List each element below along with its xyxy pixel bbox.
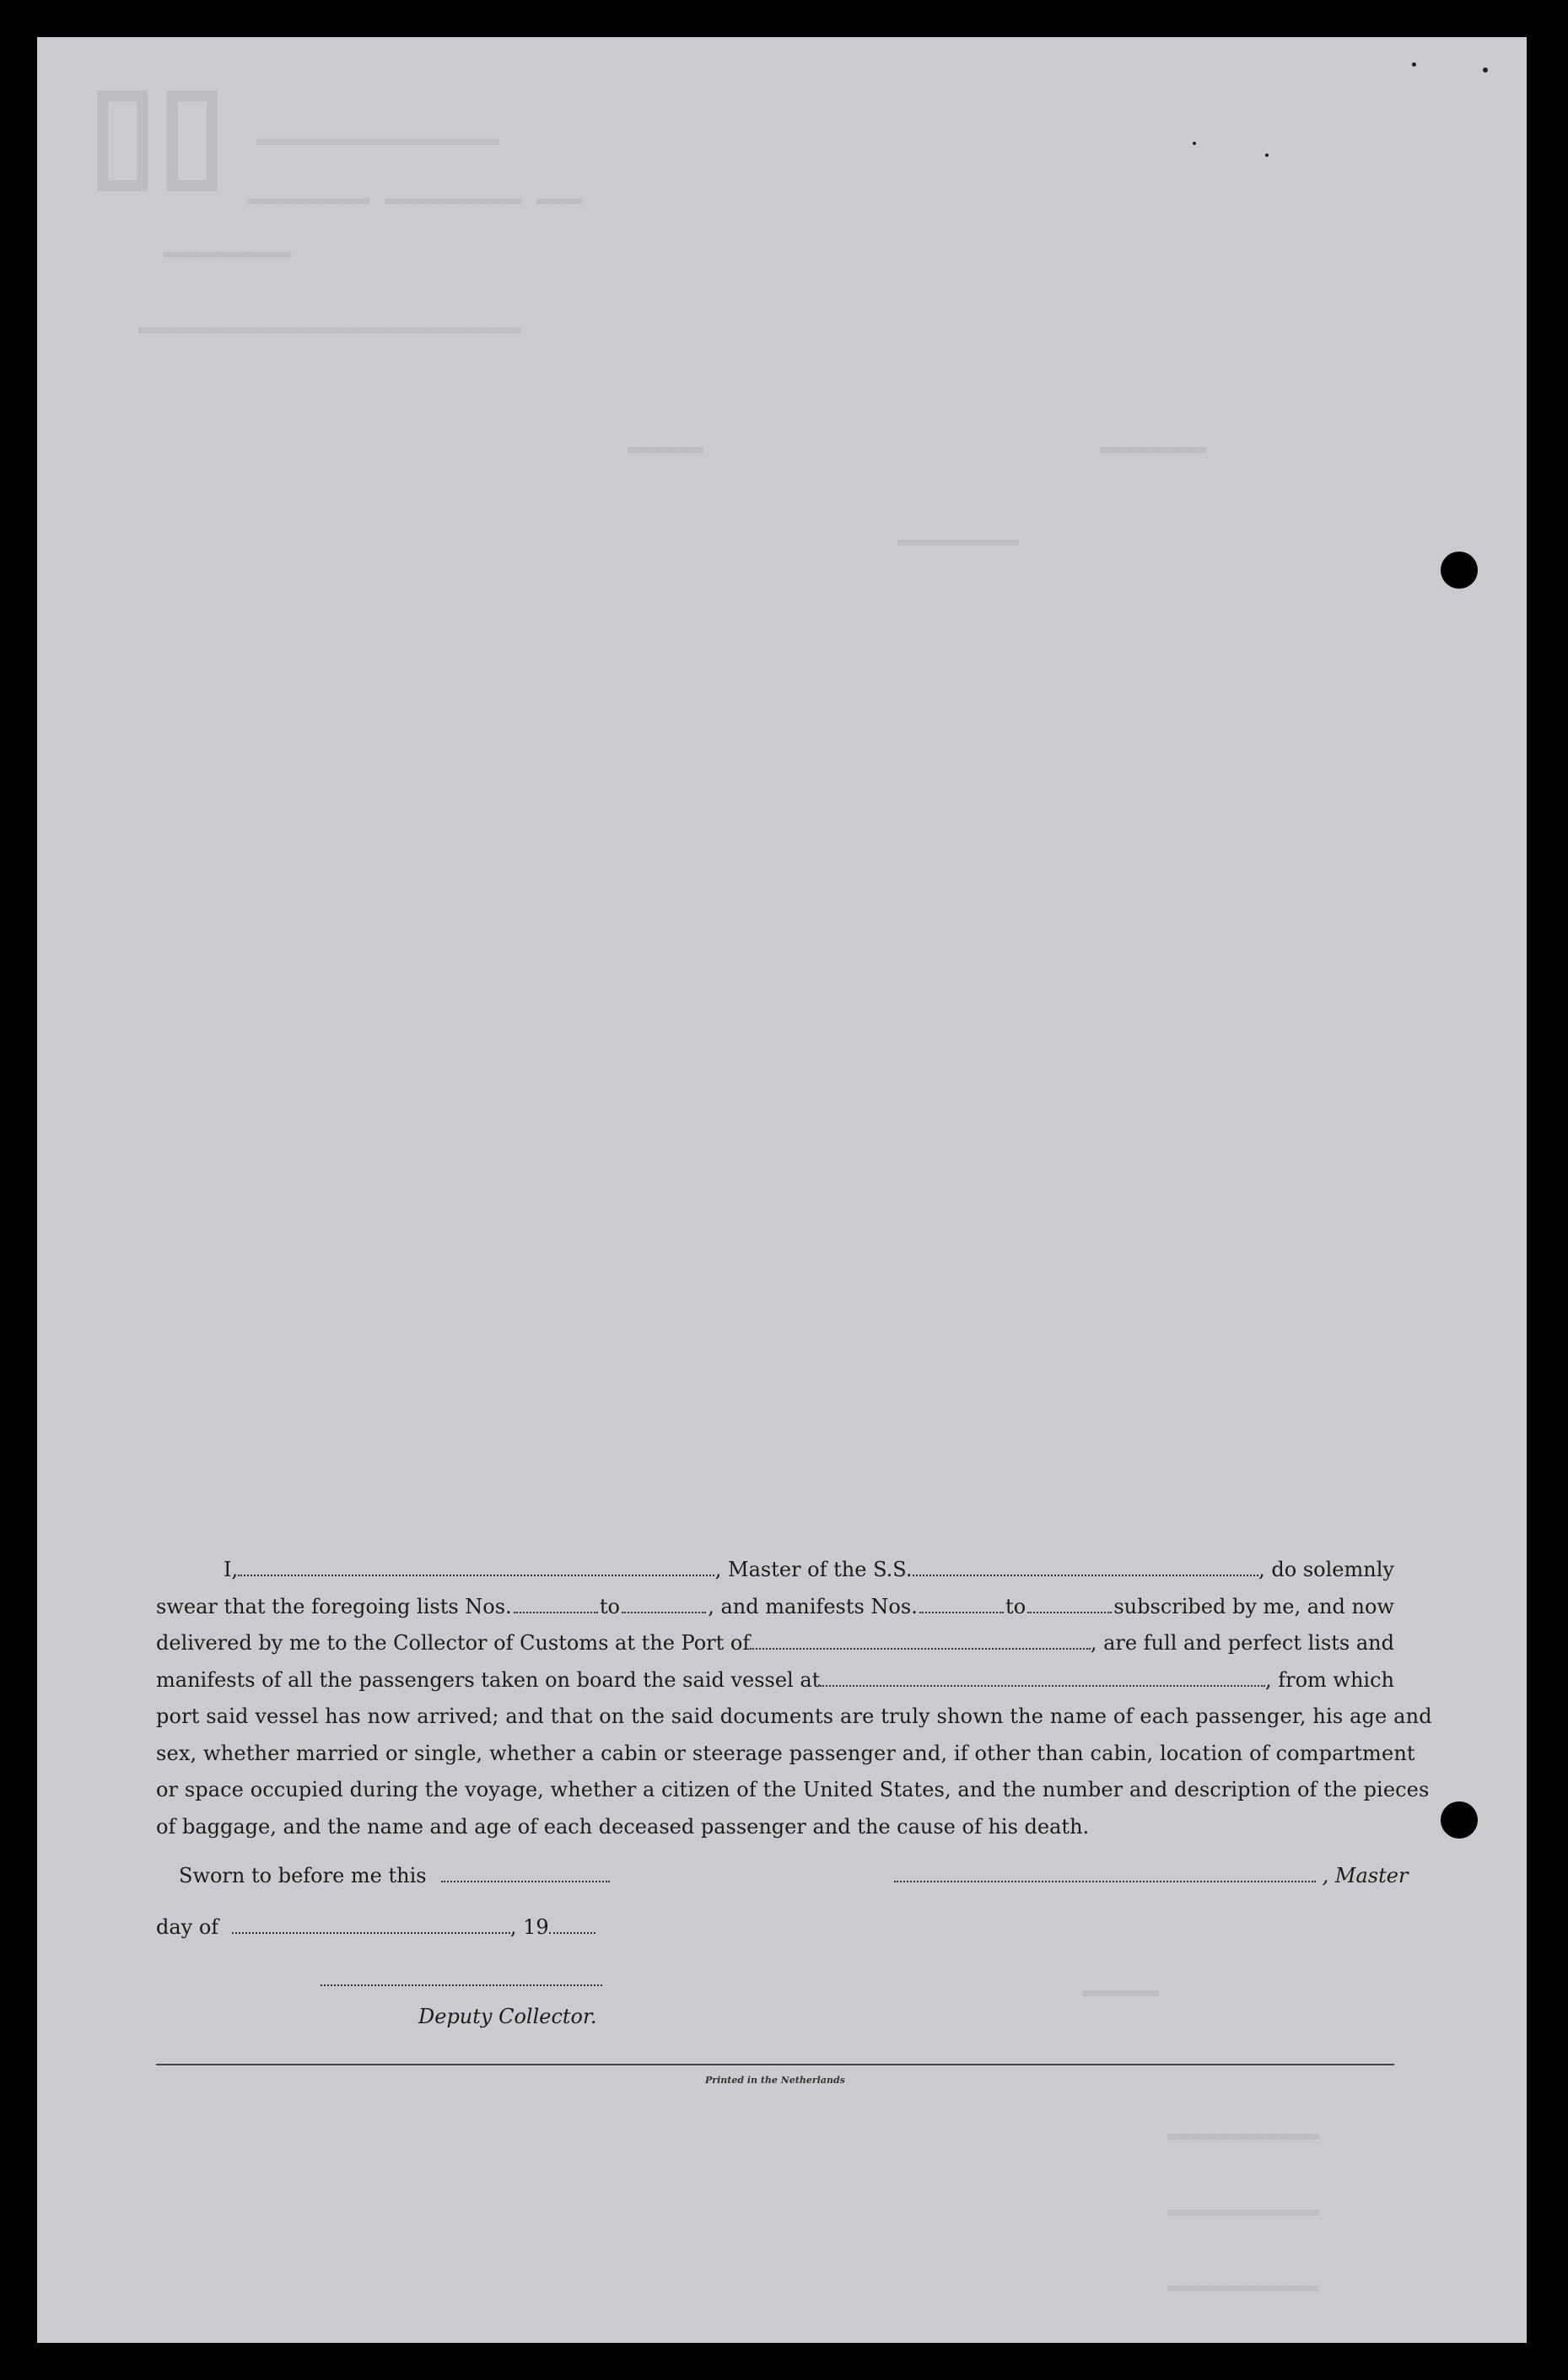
manifests-to-blank[interactable] — [1027, 1607, 1112, 1613]
bleed-through-mark: ▬▬▬▬▬▬▬ — [1100, 433, 1207, 462]
punch-hole-top — [1441, 552, 1478, 589]
bleed-through-mark: ▬▬▬▬▬ — [1083, 1977, 1160, 2006]
affidavit-line: of baggage, and the name and age of each deceased passenger and the cause of his death. — [156, 1814, 1090, 1839]
port-of-departure-blank[interactable] — [820, 1680, 1265, 1687]
bleed-through-mark: ▬▬▬▬▬▬▬▬▬▬▬▬▬▬▬▬ — [256, 126, 500, 154]
affidavit-line: or space occupied during the voyage, whether a citizen of the United States, and the number and description of the pieces — [156, 1778, 1430, 1801]
sworn-statement: Sworn to before me this — [179, 1864, 610, 1887]
master-affidavit — [156, 1552, 1432, 1845]
affidavit-line: swear that the foregoing lists Nos. to , and manifests Nos. to subscribed by me, and now — [156, 1594, 1394, 1618]
document-page — [37, 37, 1527, 2343]
master-signature: , Master — [894, 1864, 1408, 1887]
bleed-through-mark: ▬▬▬▬▬▬▬▬▬▬ — [1167, 2120, 1320, 2149]
printed-in-note: Printed in the Netherlands — [705, 2075, 845, 2086]
master-name-blank[interactable] — [238, 1570, 714, 1576]
footer-rule — [156, 2064, 1394, 2065]
affidavit-line: I, , Master of the S.S. , do solemnly — [224, 1558, 1394, 1581]
bleed-through-mark: ▬▬▬▬▬▬▬▬▬▬ — [1167, 2272, 1320, 2301]
lists-from-blank[interactable] — [514, 1607, 598, 1613]
bleed-through-page-number: ▯▯ — [88, 62, 228, 202]
deputy-collector-label: Deputy Collector. — [418, 2005, 597, 2028]
lists-to-blank[interactable] — [622, 1607, 706, 1613]
bleed-through-mark: ▬▬▬▬▬▬▬▬▬▬ — [1167, 2196, 1320, 2225]
manifests-from-blank[interactable] — [919, 1607, 1004, 1613]
bleed-through-mark: ▬▬▬▬▬▬▬▬ ▬▬▬▬▬▬▬▬▬ ▬▬▬ — [248, 185, 583, 213]
month-blank[interactable] — [232, 1927, 510, 1934]
affidavit-line: sex, whether married or single, whether a cabin or steerage passenger and, if other than cabin, location of compartment — [156, 1741, 1415, 1765]
punch-hole-bottom — [1441, 1801, 1478, 1839]
affidavit-line: manifests of all the passengers taken on board the said vessel at , from which — [156, 1667, 1394, 1692]
dust-speck — [1412, 62, 1416, 67]
bleed-through-mark: ▬▬▬▬▬ — [628, 433, 704, 462]
day-of-line: day of , 19 — [156, 1915, 595, 1939]
dust-speck — [1265, 153, 1269, 157]
sworn-date-blank[interactable] — [441, 1876, 610, 1882]
bleed-through-mark: ▬▬▬▬▬▬▬▬▬ — [164, 240, 292, 266]
affidavit-line: delivered by me to the Collector of Customs at the Port of , are full and perfect lists and — [156, 1631, 1394, 1655]
year-blank[interactable] — [549, 1927, 595, 1934]
affidavit-line: port said vessel has now arrived; and that on the said documents are truly shown the name of each passenger, his age and — [156, 1704, 1432, 1728]
port-of-arrival-blank[interactable] — [750, 1643, 1091, 1650]
dust-speck — [1193, 142, 1196, 145]
bleed-through-mark: ▬▬▬▬▬▬▬▬▬▬▬▬▬▬▬▬▬▬▬▬▬▬▬▬▬▬▬ — [138, 315, 521, 342]
master-signature-blank[interactable] — [894, 1876, 1316, 1882]
bleed-through-mark: ▬▬▬▬▬▬▬▬ — [897, 526, 1020, 555]
dust-speck — [1483, 67, 1488, 73]
vessel-name-blank[interactable] — [913, 1570, 1258, 1576]
deputy-signature-blank[interactable] — [321, 1984, 602, 1986]
